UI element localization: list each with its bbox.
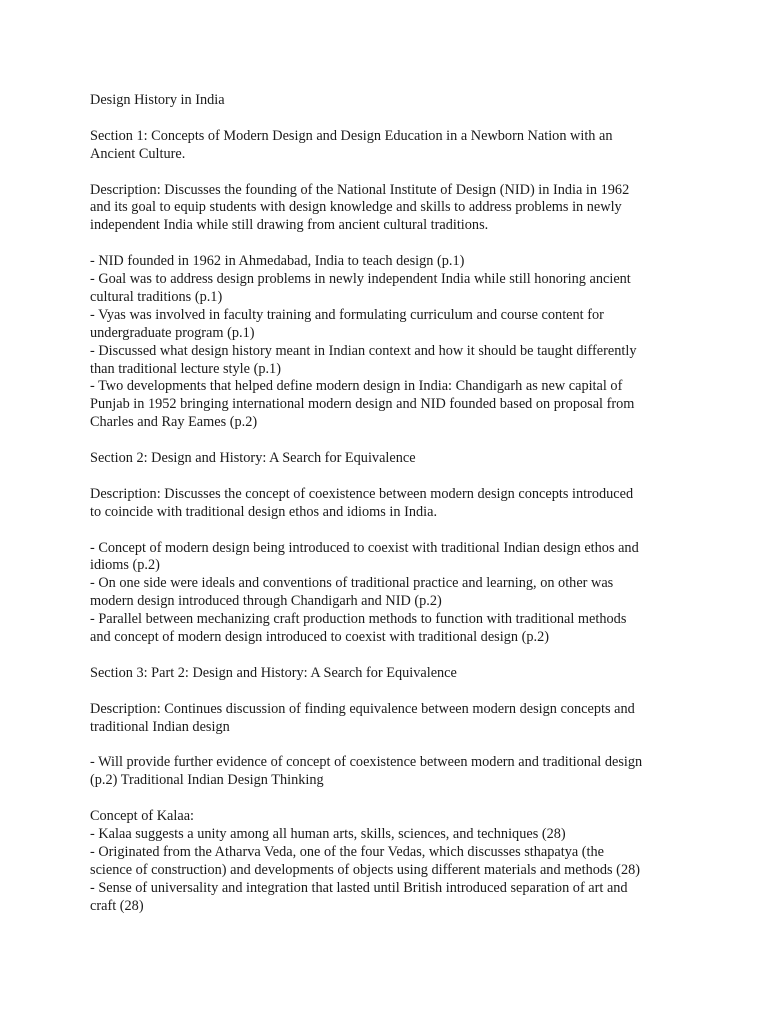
section-1-heading xyxy=(90,128,690,164)
bullet-line: - Goal was to address design problems in newly independent India while still honoring ancient xyxy=(90,271,631,288)
description-line: Description: Discusses the founding of the National Institute of Design (NID) in India in 1962 xyxy=(90,181,630,198)
section-3-heading xyxy=(90,665,690,683)
bullet-line: modern design introduced through Chandigarh and NID (p.2) xyxy=(90,593,442,610)
description-line: Description: Discusses the concept of coexistence between modern design concepts introduced xyxy=(90,485,634,502)
bullet-line: - On one side were ideals and conventions of traditional practice and learning, on other was xyxy=(90,575,614,592)
section-heading-line: Section 1: Concepts of Modern Design and Design Education in a Newborn Nation with an xyxy=(90,127,613,144)
description-line: Description: Continues discussion of finding equivalence between modern design concepts and xyxy=(90,700,635,717)
bullet-line: Charles and Ray Eames (p.2) xyxy=(90,414,258,431)
bullet-line: Punjab in 1952 bringing international modern design and NID founded based on proposal from xyxy=(90,396,635,413)
section-1-description xyxy=(90,182,690,236)
bullet-line: craft (28) xyxy=(90,897,144,914)
kalaa-heading: Concept of Kalaa: xyxy=(90,808,195,825)
bullet-line: - Two developments that helped define modern design in India: Chandigarh as new capital of xyxy=(90,378,623,395)
bullet-line: and concept of modern design introduced to coexist with traditional design (p.2) xyxy=(90,629,549,646)
bullet-line: - NID founded in 1962 in Ahmedabad, India to teach design (p.1) xyxy=(90,253,465,270)
bullet-line: - Vyas was involved in faculty training and formulating curriculum and course content for xyxy=(90,306,604,323)
bullet-line: - Discussed what design history meant in Indian context and how it should be taught differently xyxy=(90,342,637,359)
bullet-line: - Originated from the Atharva Veda, one of the four Vedas, which discusses sthapatya (the xyxy=(90,843,605,860)
bullet-line: science of construction) and developments of objects using different materials and methods (28) xyxy=(90,861,641,878)
description-line: and its goal to equip students with design knowledge and skills to address problems in newly xyxy=(90,199,622,216)
bullet-line: than traditional lecture style (p.1) xyxy=(90,360,281,377)
section-2-bullets xyxy=(90,540,690,647)
bullet-line: idioms (p.2) xyxy=(90,557,160,574)
section-2-heading xyxy=(90,450,690,468)
section-heading-line: Section 3: Part 2: Design and History: A Search for Equivalence xyxy=(90,664,457,681)
section-heading-line: Section 2: Design and History: A Search for Equivalence xyxy=(90,450,416,467)
description-line: traditional Indian design xyxy=(90,718,230,735)
kalaa-block xyxy=(90,808,690,915)
section-3-description xyxy=(90,701,690,737)
bullet-line: - Sense of universality and integration that lasted until British introduced separation of art and xyxy=(90,879,628,896)
bullet-line: - Will provide further evidence of concept of coexistence between modern and traditional design xyxy=(90,754,643,771)
bullet-line: (p.2) Traditional Indian Design Thinking xyxy=(90,772,324,789)
section-heading-line: Ancient Culture. xyxy=(90,145,186,162)
section-3-bullets xyxy=(90,754,690,790)
bullet-line: cultural traditions (p.1) xyxy=(90,288,223,305)
section-1-bullets xyxy=(90,253,690,432)
bullet-line: - Parallel between mechanizing craft production methods to function with traditional methods xyxy=(90,611,627,628)
bullet-line: - Kalaa suggests a unity among all human arts, skills, sciences, and techniques (28) xyxy=(90,826,566,842)
bullet-line: - Concept of modern design being introduced to coexist with traditional Indian design ethos and xyxy=(90,539,639,556)
section-2-description xyxy=(90,486,690,522)
document-page xyxy=(90,92,690,933)
bullet-line: undergraduate program (p.1) xyxy=(90,324,255,341)
document-title: Design History in India xyxy=(90,92,225,108)
description-line: to coincide with traditional design ethos and idioms in India. xyxy=(90,503,438,520)
description-line: independent India while still drawing from ancient cultural traditions. xyxy=(90,217,489,234)
document-title-block xyxy=(90,92,690,110)
